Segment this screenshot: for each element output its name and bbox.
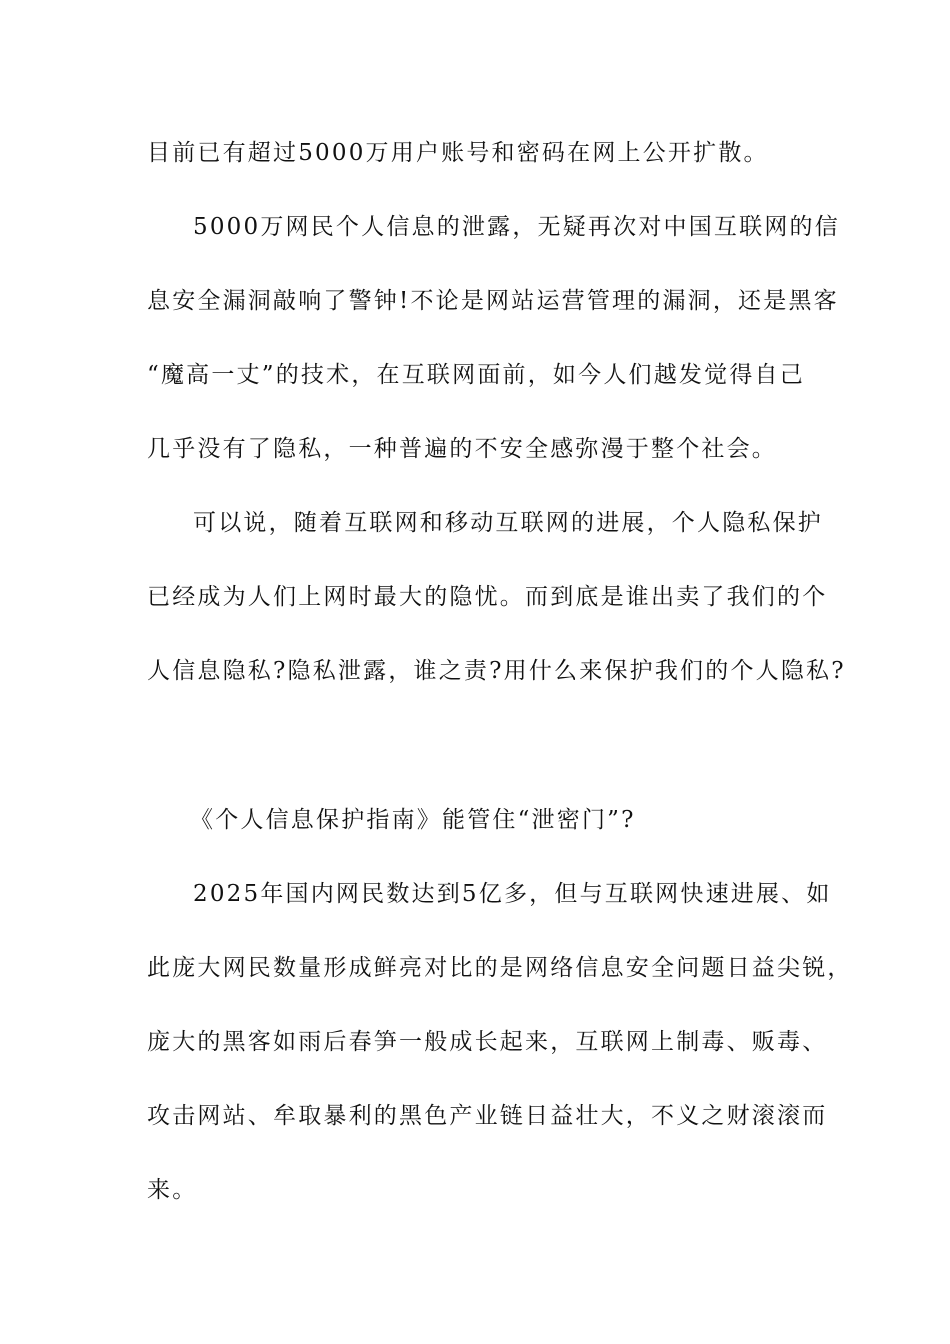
paragraph-2-line-1: 5000万网民个人信息的泄露，无疑再次对中国互联网的信 xyxy=(193,214,840,240)
paragraph-2-line-4: 几乎没有了隐私，一种普遍的不安全感弥漫于整个社会。 xyxy=(147,436,777,462)
paragraph-4-line-1: 2025年国内网民数达到5亿多，但与互联网快速进展、如 xyxy=(193,881,832,907)
paragraph-3-line-2: 已经成为人们上网时最大的隐忧。而到底是谁出卖了我们的个 xyxy=(147,584,828,610)
paragraph-4-line-5: 来。 xyxy=(147,1177,198,1203)
paragraph-4-line-3: 庞大的黑客如雨后春笋一般成长起来，互联网上制毒、贩毒、 xyxy=(147,1029,828,1055)
paragraph-3-line-1: 可以说，随着互联网和移动互联网的进展，个人隐私保护 xyxy=(193,510,823,536)
paragraph-2-line-2: 息安全漏洞敲响了警钟!不论是网站运营管理的漏洞，还是黑客 xyxy=(147,288,839,314)
paragraph-2-line-3: “魔高一丈”的技术，在互联网面前，如今人们越发觉得自己 xyxy=(147,362,805,388)
section-heading: 《个人信息保护指南》能管住“泄密门”? xyxy=(190,807,636,833)
paragraph-1-line-1: 目前已有超过5000万用户账号和密码在网上公开扩散。 xyxy=(147,140,769,166)
paragraph-3-line-3: 人信息隐私?隐私泄露，谁之责?用什么来保护我们的个人隐私? xyxy=(147,658,846,684)
paragraph-4-line-2: 此庞大网民数量形成鲜亮对比的是网络信息安全问题日益尖锐， xyxy=(147,955,853,981)
paragraph-4-line-4: 攻击网站、牟取暴利的黑色产业链日益壮大，不义之财滚滚而 xyxy=(147,1103,828,1129)
